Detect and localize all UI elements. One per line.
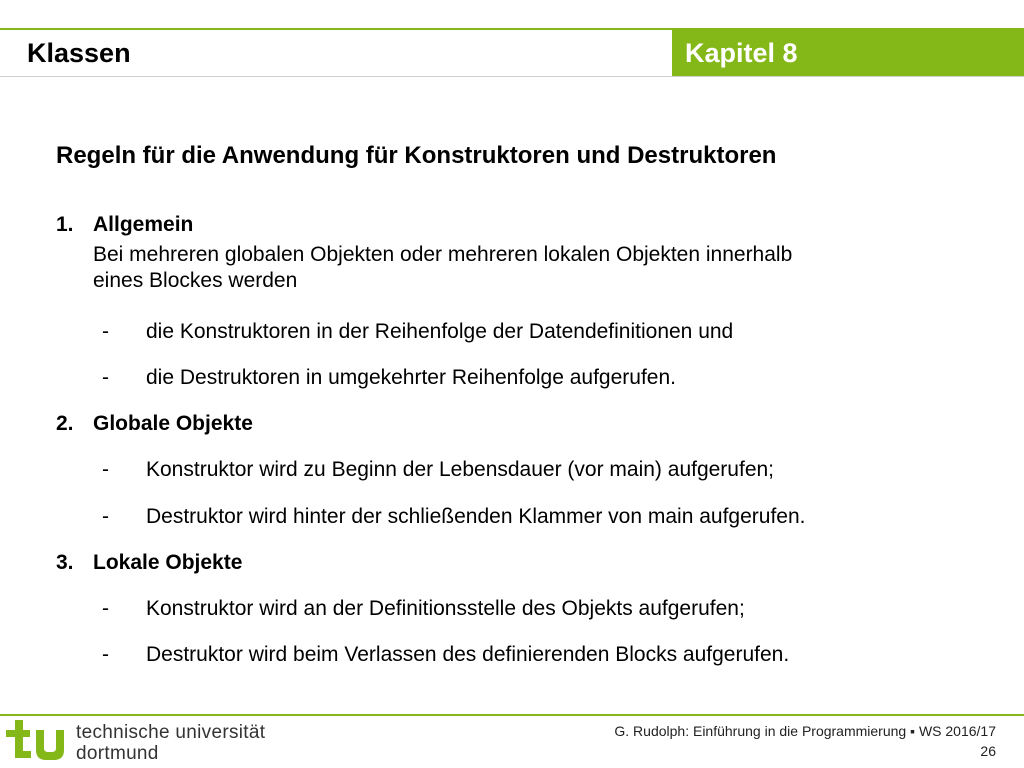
list-item-text: Destruktor wird hinter der schließenden Klammer von main aufgerufen. [146,505,806,528]
slide-title: Regeln für die Anwendung für Konstruktoren und Destruktoren [56,142,777,169]
chapter-label: Kapitel 8 [685,38,798,68]
paragraph-line: Bei mehreren globalen Objekten oder mehreren lokalen Objekten innerhalb [93,243,793,266]
section-number: 3. [56,551,74,574]
list-item [102,457,774,483]
list-item [102,642,789,668]
dash-bullet: - [102,320,109,343]
list-item-text: Konstruktor wird an der Definitionsstelle des Objekts aufgerufen; [146,597,745,620]
section-heading-text: Globale Objekte [93,412,253,435]
section-paragraph [93,242,973,294]
section-heading-3 [56,550,242,576]
university-name [76,722,265,764]
list-item-text: die Destruktoren in umgekehrter Reihenfolge aufgerufen. [146,366,676,389]
list-item-text: die Konstruktoren in der Reihenfolge der Datendefinitionen und [146,320,734,343]
list-item [102,504,805,530]
dash-bullet: - [102,458,109,481]
list-item [102,319,733,345]
list-item [102,596,745,622]
dash-bullet: - [102,505,109,528]
page-number: 26 [980,743,996,759]
tu-dortmund-logo-icon [4,718,68,764]
list-item-text: Konstruktor wird zu Beginn der Lebensdauer (vor main) aufgerufen; [146,458,775,481]
section-heading-2 [56,411,253,437]
section-number: 2. [56,412,74,435]
footer-accent-line [0,714,1024,716]
dash-bullet: - [102,597,109,620]
university-line: dortmund [76,743,159,764]
section-number: 1. [56,213,74,236]
list-item [102,365,676,391]
section-heading-1 [56,212,193,238]
dash-bullet: - [102,643,109,666]
footer-citation: G. Rudolph: Einführung in die Programmierung ▪ WS 2016/17 [614,723,996,739]
list-item-text: Destruktor wird beim Verlassen des definierenden Blocks aufgerufen. [146,643,790,666]
section-heading-text: Lokale Objekte [93,551,243,574]
university-line: technische universität [76,722,266,743]
dash-bullet: - [102,366,109,389]
section-title: Klassen [27,38,131,68]
header-divider [0,76,1024,77]
paragraph-line: eines Blockes werden [93,269,298,292]
section-heading-text: Allgemein [93,213,194,236]
